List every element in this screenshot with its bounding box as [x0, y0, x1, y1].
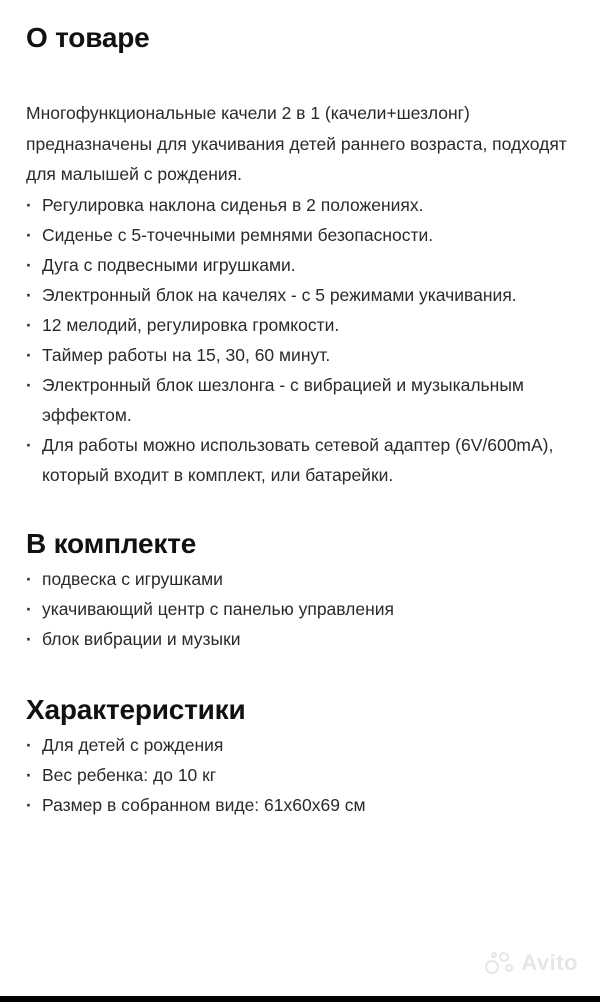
list-item: · Сиденье с 5-точечными ремнями безопасности.: [26, 220, 574, 250]
avito-watermark: [485, 950, 578, 976]
avito-dots-icon: [485, 950, 515, 976]
bottom-edge-bar: [0, 996, 600, 1002]
list-item: · подвеска с игрушками: [26, 564, 574, 594]
list-item: · укачивающий центр с панелью управления: [26, 594, 574, 624]
list-item: · Для работы можно использовать сетевой адаптер (6V/600mA), который входит в комплект, или батарейки.: [26, 430, 574, 490]
list-item: · Регулировка наклона сиденья в 2 положениях.: [26, 190, 574, 220]
feature-list: [26, 190, 574, 490]
kit-title: В комплекте: [26, 527, 197, 559]
about-title: О товаре: [26, 22, 150, 53]
specs-section: [26, 690, 574, 820]
list-item: · Электронный блок на качелях - с 5 режимами укачивания.: [26, 280, 574, 310]
list-item: · Вес ребенка: до 10 кг: [26, 760, 574, 790]
about-section: [26, 18, 574, 490]
list-item: · Электронный блок шезлонга - с вибрацией и музыкальным эффектом.: [26, 370, 574, 430]
list-item: · Для детей с рождения: [26, 730, 574, 760]
about-intro: Многофункциональные качели 2 в 1 (качели+шезлонг) предназначены для укачивания детей раннего возраста, подходят для малышей с рождения.: [26, 103, 567, 184]
list-item: · Размер в собранном виде: 61x60x69 см: [26, 790, 574, 820]
specs-title: Характеристики: [26, 693, 246, 725]
kit-list: [26, 564, 574, 654]
list-item: · Дуга с подвесными игрушками.: [26, 250, 574, 280]
watermark-text: Avito: [521, 950, 578, 975]
list-item: · блок вибрации и музыки: [26, 624, 574, 654]
list-item: · 12 мелодий, регулировка громкости.: [26, 310, 574, 340]
kit-section: [26, 524, 574, 654]
list-item: · Таймер работы на 15, 30, 60 минут.: [26, 340, 574, 370]
specs-list: [26, 730, 574, 820]
